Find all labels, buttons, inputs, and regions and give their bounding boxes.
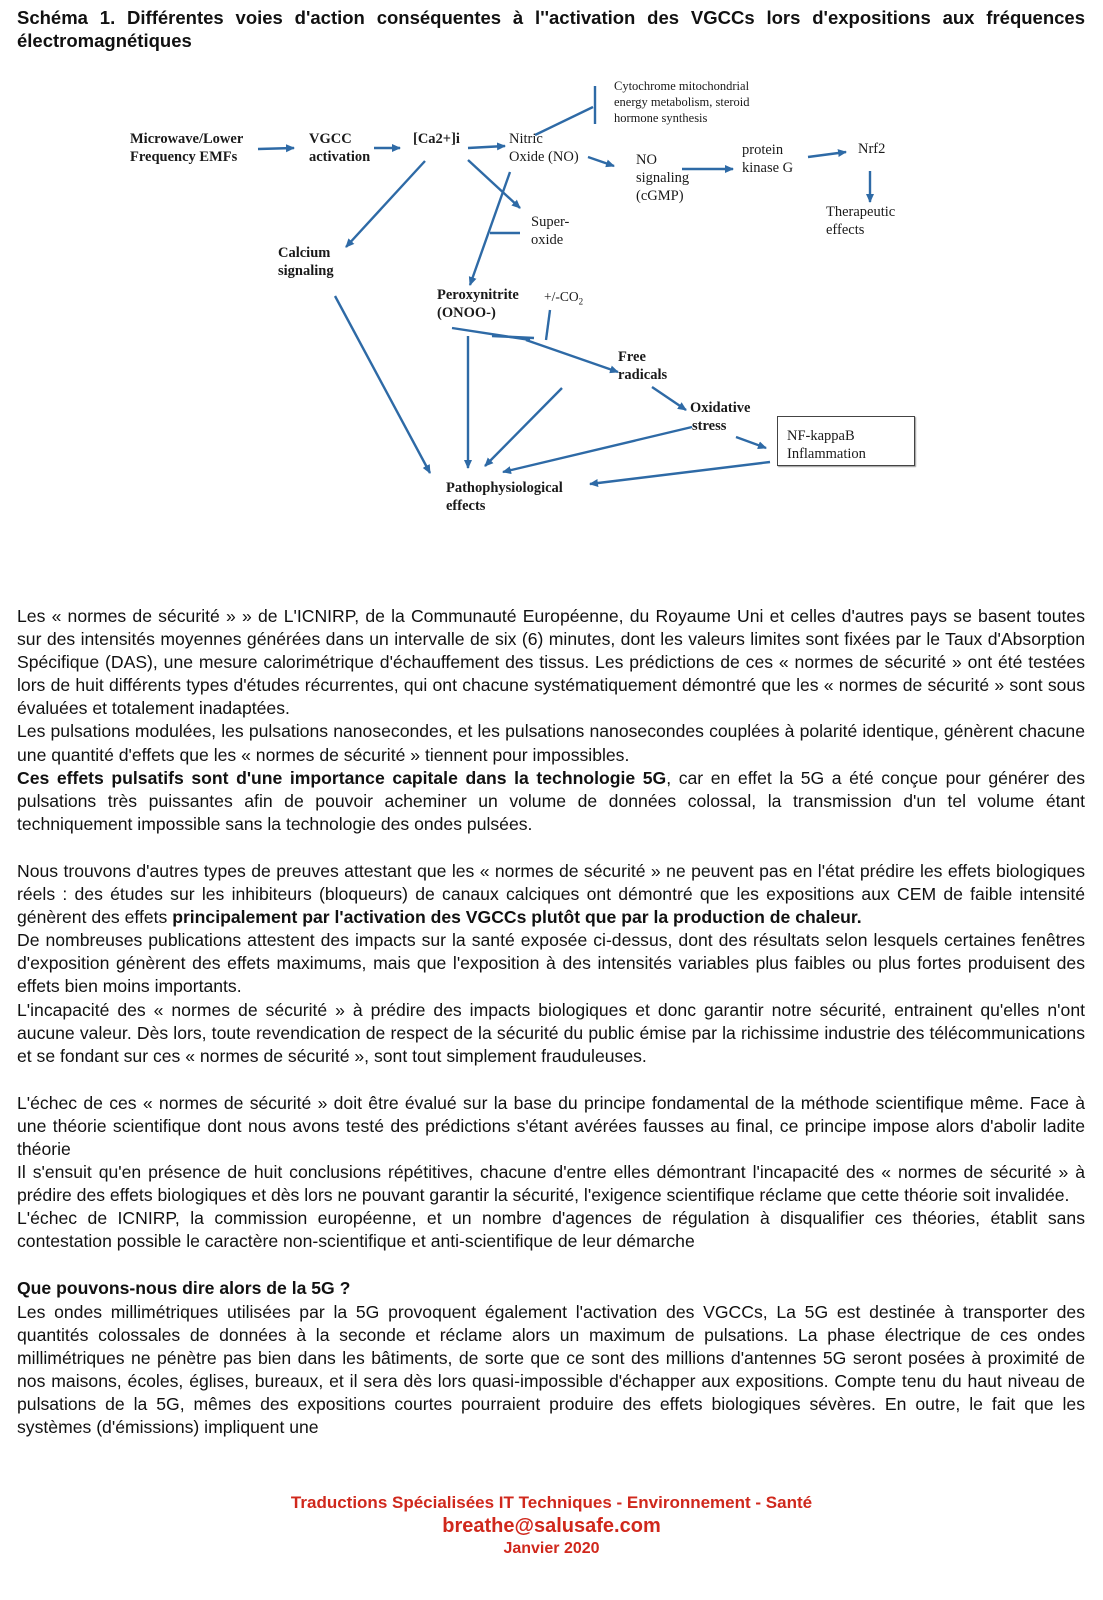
section-heading-5g: Que pouvons-nous dire alors de la 5G ? [17, 1278, 351, 1299]
node-no-line2: Oxide (NO) [509, 149, 579, 165]
paragraph-millimeter-waves: Les ondes millimétriques utilisées par la 5G provoquent également l'activation des VGCCs, La 5G est destinée à transporter des quantités colossales de données à la seconde et réclame alors un maximum de pulsations. La phase électrique de ces ondes millimétriques ne pénètre pas bien dans les bâtiments, de sorte que ce sont des millions d'antennes 5G seront posées à proximité de nos maisons, écoles, églises, bureaux, et il sera dès lors quasi-impossible d'échapper aux expositions. Compte tenu du haut niveau de pulsations de la 5G, mêmes des expositions courtes pourraient produire des effets biologiques sévères. En outre, le fait que les systèmes (d'émissions) impliquent une [17, 1301, 1085, 1437]
paragraph-icnirp-failure: L'échec de ICNIRP, la commission européenne, et un nombre d'agences de régulation à disqualifier ces théories, établit sans contestation possible le caractère non-scientifique et anti-scientifique de leur démarche [17, 1208, 1085, 1252]
node-patho-line1: Pathophysiological [446, 480, 563, 496]
node-thera-line1: Therapeutic [826, 204, 896, 220]
node-pkg-line2: kinase G [742, 160, 794, 176]
node-perox-line1: Peroxynitrite [437, 287, 519, 303]
node-calcium-ion [413, 130, 460, 148]
node-calsig-line1: Calcium [278, 245, 331, 261]
node-perox-line2: (ONOO-) [437, 305, 496, 321]
node-thera-line2: effects [826, 222, 865, 238]
node-nosig-line1: NO [636, 152, 657, 168]
node-cyto-line3: hormone synthesis [614, 111, 708, 125]
paragraph-5g-pulses [17, 767, 1085, 836]
article-body [17, 605, 1085, 1439]
node-patho-line2: effects [446, 498, 486, 514]
paragraph-publications: De nombreuses publications attestent des impacts sur la santé exposée ci-dessus, dont des résultats selon lesquels certaines fenêtres d'exposition génèrent des effets maximums, mais que l'exposition à des intensités variables plus faibles ou plus fortes produisent des effets bien moins importants. [17, 930, 1085, 997]
paragraph-pulsations: Les pulsations modulées, les pulsations nanosecondes, et les pulsations nanosecondes couplées à polarité identique, génèrent chacune une quantité d'effets que les « normes de sécurité » tiennent pour impossibles. [17, 721, 1085, 765]
spacer [17, 1253, 1085, 1277]
node-calsig-line2: signaling [278, 263, 334, 279]
node-co2-text: +/-CO [544, 289, 579, 304]
node-nosig-line2: signaling [636, 170, 690, 186]
paragraph-evidence [17, 860, 1085, 929]
node-vgcc-activation [309, 130, 370, 166]
node-cyto-line2: energy metabolism, steroid [614, 95, 750, 109]
node-co2 [544, 288, 583, 311]
node-super-line2: oxide [531, 232, 564, 248]
node-vgcc-line1: VGCC [309, 131, 352, 147]
node-nfkb-line1: NF-kappaB [787, 428, 855, 444]
paragraph-safety-norms: Les « normes de sécurité » » de L'ICNIRP, de la Communauté Européenne, du Royaume Uni et celles d'autres pays se basent toutes sur des intensités moyennes générées dans un intervalle de six (6) minutes, dont les valeurs limites sont fixées par le Taux d'Absorption Spécifique (DAS), une mesure calorimétrique d'échauffement des tissus. Les prédictions de ces « normes de sécurité » ont été testées lors de huit différents types d'études récurrentes, qui ont chacune systématiquement démontré que les « normes de sécurité » sont sous évaluées et totalement inadaptées. [17, 606, 1085, 719]
node-co2-subscript: 2 [578, 296, 584, 307]
node-oxid-line1: Oxidative [690, 400, 751, 416]
paragraph-conclusions: Il s'ensuit qu'en présence de huit conclusions répétitives, chacune d'entre elles démontrant l'incapacité des « normes de sécurité » à prédire des effets biologiques et dès lors ne pouvant garantir la sécurité, l'exigence scientifique réclame que cette théorie soit invalidée. [17, 1162, 1085, 1206]
paragraph-scientific-method: L'échec de ces « normes de sécurité » doit être évalué sur la base du principe fondamental de la méthode scientifique même. Face à une théorie scientifique dont nous avons testé des prédictions s'étant avérées fausses au final, ce principe impose alors d'abolir ladite théorie [17, 1092, 1085, 1159]
node-pkg-line1: protein [742, 142, 784, 158]
node-superoxide [531, 213, 569, 249]
node-pathophysiological-effects [446, 479, 563, 515]
node-emf [130, 130, 243, 166]
node-ca-line1: [Ca2+]i [413, 131, 460, 147]
node-super-line1: Super- [531, 214, 570, 230]
paragraph-evidence-bold: principalement par l'activation des VGCCs plutôt que par la production de chaleur. [172, 907, 862, 928]
footer-date: Janvier 2020 [503, 1540, 600, 1557]
node-nrf2-line1: Nrf2 [858, 141, 886, 157]
node-oxid-line2: stress [692, 418, 727, 434]
vgcc-pathway-diagram [0, 70, 1103, 540]
node-therapeutic-effects [826, 203, 895, 239]
node-oxidative-stress [690, 399, 750, 435]
node-vgcc-line2: activation [309, 149, 371, 165]
paragraph-incapacity: L'incapacité des « normes de sécurité » à prédire des impacts biologiques et donc garantir notre sécurité, entrainent qu'elles n'ont aucune valeur. Dès lors, toute revendication de respect de la sécurité du public émise par la richissime industrie des télécommunications et se fondant sur ces « normes de sécurité », sont tout simplement frauduleuses. [17, 999, 1085, 1066]
node-nfkb-line2: Inflammation [787, 446, 866, 462]
node-free-line1: Free [618, 349, 646, 365]
spacer [17, 836, 1085, 860]
node-nfkappab [787, 427, 866, 463]
node-protein-kinase-g [742, 141, 793, 177]
node-emf-line1: Microwave/Lower [130, 131, 244, 147]
node-cyto-line1: Cytochrome mitochondrial [614, 79, 750, 93]
node-nosig-line3: (cGMP) [636, 188, 684, 204]
node-no-line1: Nitric [509, 131, 543, 147]
node-free-line2: radicals [618, 367, 668, 383]
node-calcium-signaling [278, 244, 334, 280]
node-free-radicals [618, 348, 667, 384]
paragraph-evidence-start: Nous trouvons d'autres types de preuves attestant que les « normes de sécurité » ne peuvent pas en l'état prédire les effets biologiques réels : des études sur les inhibiteurs (bloqueurs) de canaux calciques ont démontré que les expositions aux CEM de faible intensité génèrent des effets [17, 860, 1085, 928]
node-no-signaling [636, 151, 689, 205]
node-nrf2 [858, 140, 885, 158]
node-nitric-oxide [509, 130, 579, 166]
page-footer [0, 1492, 1103, 1559]
footer-tagline: Traductions Spécialisées IT Techniques - Environnement - Santé [290, 1493, 813, 1512]
spacer [17, 1068, 1085, 1092]
node-peroxynitrite [437, 286, 519, 322]
paragraph-5g-pulses-bold: Ces effets pulsatifs sont d'une importance capitale dans la technologie 5G [17, 767, 667, 788]
node-cytochrome [614, 78, 750, 126]
figure-caption: Schéma 1. Différentes voies d'action conséquentes à l''activation des VGCCs lors d'expositions aux fréquences électromagnétiques [17, 7, 1085, 51]
paragraph-5g-pulses-rest: , car en effet la 5G a été conçue pour générer des pulsations très puissantes afin de pouvoir acheminer un volume de données colossal, la transmission d'un tel volume étant techniquement impossible sans la technologie des ondes pulsées. [17, 767, 1085, 834]
node-emf-line2: Frequency EMFs [130, 149, 238, 165]
footer-email-link[interactable]: breathe@salusafe.com [442, 1515, 661, 1537]
